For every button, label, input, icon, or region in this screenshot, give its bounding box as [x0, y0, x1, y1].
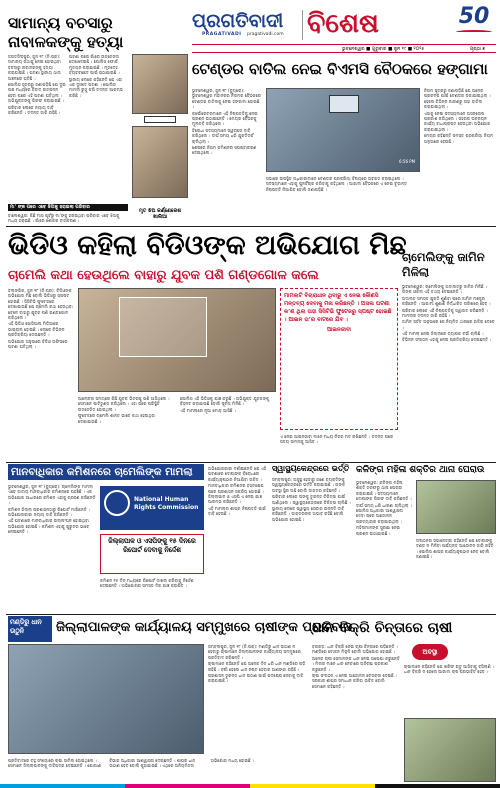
nhrc-story [8, 464, 204, 612]
website-text: pragativadi.com [247, 32, 284, 37]
mahila-col1: ଭୁବନେଶ୍ୱର: କଳିଙ୍ଗ ମହିଳା ଶକ୍ତି ତରଫରୁ ଥାନା ଘେରାଉ କରାଯାଇଛି । ସଦସ୍ୟମାନେ ଦୋଷୀଙ୍କ ଗିରଫ ଦାବି କରିଛନ୍ତି । ଦୀର୍ଘ ସମୟ ଧରି ଧାରଣା ଚାଲିଥିଲା । ପୋଲିସ ଅଧିକାରୀ ଆଶ୍ୱାସନା ଦେବା ପରେ ଆନ୍ଦୋଳନ ପ୍ରତ୍ୟାହାର କରାଯାଇଥିଲା । ମହିଳାମାନଙ୍କ ସୁରକ୍ଷା ନେଇ ପ୍ରଶ୍ନ ଉଠାଯାଇଛି । [356, 480, 412, 536]
color-bar [0, 784, 500, 788]
victim-photo-bottom [132, 126, 188, 198]
bmc-headline: ଟେଣ୍ଡର ବାତିଲ ନେଇ ବିଏମସି ବୈଠକରେ ହଙ୍ଗାମା [192, 60, 488, 78]
mahila-col2: ସଂଗଠନର ସଭାନେତ୍ରୀ କହିଛନ୍ତି ଯେ ଦୋଷୀଙ୍କୁ ଦଣ୍ଡ ନ ମିଳିବା ପର୍ଯ୍ୟନ୍ତ ଆନ୍ଦୋଳନ ଜାରି ରହିବ । ପୋଲିସ ଶୀଘ୍ର କାର୍ଯ୍ୟାନୁଷ୍ଠାନ ନେବ ବୋଲି ଜଣାଇଛି । [416, 538, 494, 560]
paddy-headline: ଧାନ ବିକ୍ରି ଚିନ୍ତାରେ ଚାଷୀ [312, 620, 453, 636]
nhrc-callout-text: ଜିଲ୍ଲାପାଳ ଓ ଏସପିଙ୍କୁ ୧୫ ଦିନରେ ରିପୋର୍ଟ ଦେବାକୁ ନିର୍ଦ୍ଦେଶ [108, 537, 196, 554]
paper-name: ପ୍ରଗତିବାଦୀ [192, 10, 284, 32]
left-subhead: ମା’ ଙ୍କ ପରେ ଏବେ ଝିଅକୁ ହରାଇଲା ପରିବାର [10, 205, 90, 210]
rule-3 [6, 614, 496, 615]
victim-caption: ମୃତ ଝିଅ କର୍ଣ୍ଣେରେଶ ଖାଲିଆ [139, 208, 181, 220]
office-photo-inset [119, 297, 207, 357]
left-story-col2: ଘଟଣା ପରେ ଗାଁରେ ଉତ୍ତେଜନା ଦେଖାଦେଇଛି । ପୋଲିସ ଫୋର୍ସ ମୁତୟନ କରାଯାଇଛି । ମୃତଦେହ ବ୍ୟବଚ୍ଛେଦ ପାଇଁ ପଠାଯାଇଛି । ସ୍ଥାନୀୟ ଲୋକେ କହିଛନ୍ତି ଯେ ଏହା ଏକ ଦୁଃଖଦ ଘଟଣା । ପୋଲିସ ମାମଲା ରୁଜୁ କରି ତଦନ୍ତ ଆରମ୍ଭ କରିଛି । [69, 54, 123, 98]
farmers-headline: ଜିଲ୍ଲାପାଳଙ୍କ କାର୍ଯ୍ୟାଳୟ ସମ୍ମୁଖରେ ଚାଷୀଙ୍କ ପ୍ରତିବାଦ [56, 620, 353, 635]
date-line: ଭୁବନେଶ୍ୱର ■ ଗୁରୁବାର ■ ଜୁନ ୧୯ ■ ୨୦୨୫ [342, 47, 425, 52]
victim-photo-top [132, 54, 188, 114]
bmc-story [192, 58, 496, 223]
nhrc-continue-col: ଅଭିଯୋଗକାରୀ ଦର୍ଶାଇଛନ୍ତି ଯେ ଏହି ଘଟଣାରେ ଦୋଷୀଙ୍କ ବିରୋଧରେ କାର୍ଯ୍ୟାନୁଷ୍ଠାନ ନିଆଯିବା ଉଚିତ । ମାନବାଧିକାର କମିଶନର ହସ୍ତକ୍ଷେପ ପରେ ପ୍ରଶାସନ ସକ୍ରିୟ ହୋଇଛି । ଜିଲ୍ଲାପାଳ ଓ ଏସପି ଏ ନେଇ ଯାଞ୍ଚ ଆରମ୍ଭ କରିଛନ୍ତି । ଏହି ମାମଲାର ଶୀଘ୍ର ନିଷ୍ପତ୍ତି ପାଇଁ ଦାବି ହେଉଛି । [208, 466, 267, 517]
left-story-col1: ଜଗତସିଂହପୁର, ଜୁନ ୧୮ (ନି.ପ୍ର): ସାମାନ୍ୟ କଥାକୁ ନେଇ ହୋଇଥିବା ବଚସାରୁ ନାବାଳକଙ୍କୁ ହତ୍ୟା କରାଯାଇଛି । ଘଟଣା ସ୍ଥାନୀୟ ଥାନା ଅଞ୍ଚଳରେ ଘଟିଛି । ପୋଲିସ ସୂତ୍ରରୁ ଜଣାପଡ଼ିଛି ଯେ ଦୁଇ ପକ୍ଷ ମଧ୍ୟରେ ବିବାଦ ଉତ୍ପନ୍ନ ହେବା ପରେ ଏହି ଘଟଣା ଘଟିଥିଲା । ଅଭିଯୁକ୍ତଙ୍କୁ ଗିରଫ କରାଯାଇଛି । ପରିବାର ଲୋକେ ନ୍ୟାୟ ଦାବି କରିଛନ୍ତି । ତଦନ୍ତ ଜାରି ରହିଛି । [8, 54, 66, 116]
anniversary-arc [456, 30, 492, 34]
quote-text: ମାମଲାଟି ବିଚାରାଧୀନ ଥିବାରୁ ଏ ନେଇ କୌଣସି ମନ୍ତବ୍ୟ ଦେବାକୁ ମନା କରିଛନ୍ତି । ଅସଲ ଘଟଣା କ’ଣ ଥିଲା ତାହା ସିସିଟିଭି ଫୁଟେଜରୁ ସ୍ପଷ୍ଟ ହୋଇଛି । ଆଇନ ତା’ର ବାଟରେ ଯିବ । [284, 293, 392, 323]
video-col2: ଆଲୋଚନା ସମୟରେ କିଛି ଯୁବକ ଭିତରକୁ ପଶି ଆସିଥିଲେ । ସେମାନେ ପାଟିତୁଣ୍ଡ କରିଥିଲେ । ଏହା ପରେ ପରିସ୍ଥିତି ଉତ୍ତେଜିତ ହୋଇଥିଲା । ଫୁଟେଜରେ ଚାମେଲି ଶାନ୍ତ ଭାବେ କଥା ହେଉଥିବା ଦେଖାଯାଉଛି । [78, 396, 170, 424]
paddy-col2: ଚାଷୀମାନେ କହିଛନ୍ତି ଯେ ଖରିଫ ଋତୁ ଆସିବାକୁ ବସିଲାଣି । ଧାନ ବିକ୍ରି ନ ହେଲେ ଆଗାମୀ ଚାଷ ପ୍ରଭାବିତ ହେବ । [404, 664, 495, 675]
mahila-photo [416, 480, 496, 534]
bmc-screen [329, 95, 359, 113]
date-bar [192, 44, 496, 53]
paddy-story [312, 616, 496, 784]
bmc-col3: ନିଗମ ସୂତ୍ରରୁ ଜଣାପଡ଼ିଛି ଯେ ଅନେକ ପ୍ରକଳ୍ପ ପାଇଁ ଟେଣ୍ଡର ଡକାଯାଇଥିଲା । ହେଲେ ବିଭିନ୍ନ କାରଣରୁ ତାହା ବାତିଲ କରାଯାଇଥିଲା । ଏହାକୁ ନେଇ ସଦସ୍ୟମାନେ ଅସନ୍ତୋଷ ପ୍ରକାଶ କରିଥିଲେ । ସହରର ଉନ୍ନୟନ କାର୍ଯ୍ୟ ବାଧାପ୍ରାପ୍ତ ହେଉଥିବା ଅଭିଯୋଗ କରାଯାଇଥିଲା । ମେୟର କହିଛନ୍ତି ସମସ୍ତ ପ୍ରକ୍ରିୟା ନିୟମ ଅନୁସାରେ ହେଉଛି । [424, 88, 494, 144]
bmc-col2: ସଭାରେ ଉପସ୍ଥିତ ଅଧିକାରୀମାନେ ଟେଣ୍ଡର ପ୍ରକ୍ରିୟା ବିଷୟରେ ଅବଗତ କରାଇଥିଲେ । ସଦସ୍ୟମାନେ ଏହାକୁ ପୁନର୍ବିଚାର କରିବାକୁ କହିଥିଲେ । ଆଗାମୀ ବୈଠକରେ ଏ ନେଇ ଚୂଡ଼ାନ୍ତ ନିଷ୍ପତ୍ତି ନିଆଯିବ ବୋଲି ଜଣାପଡ଼ିଛି । [266, 176, 408, 192]
video-subheadline: ଚାମେଲି କଥା ହେଉଥିଲେ ବାହାରୁ ଯୁବକ ପଶି ଗଣ୍ଡଗୋଳ କଲେ [8, 268, 319, 283]
quote-source: ଆଇନଜୀବୀ [326, 327, 352, 333]
photo-label-box [144, 116, 176, 123]
farmers-bottom-text: ପ୍ରତିବାଦରେ ବହୁ ସଂଖ୍ୟାରେ ଚାଷୀ ସାମିଲ ହୋଇଥିଲେ । ସେମାନେ ଜିଲ୍ଲାପାଳଙ୍କୁ ଦାବିପତ୍ର ଦେଇଛନ୍ତି । ଯୋଗାଣ ବିଭାଗ ଅଧିକାରୀ ଆଶ୍ୱାସନା ଦେଇଛନ୍ତି । ଶୀଘ୍ର ଧାନ ଉଠାଣ ହେବ ବୋଲି କୁହାଯାଇଛି । ଏଥିରେ ଅନିୟମିତତା ଅଭିଯୋଗ ମଧ୍ୟ ହୋଇଛି । [8, 758, 254, 769]
bmc-meeting-photo [266, 88, 420, 172]
bmc-col1: ଭୁବନେଶ୍ୱର, ଜୁନ ୧୮ (ବ୍ୟୁରୋ): ଭୁବନେଶ୍ୱର ମହାନଗର ନିଗମର ବୈଠକରେ ଟେଣ୍ଡର ବାତିଲକୁ ନେଇ ହଙ୍ଗାମା ହୋଇଛି । କର୍ପୋରେଟରମାନେ ଏହି ନିଷ୍ପତ୍ତିକୁ ନେଇ ପ୍ରଶ୍ନ ଉଠାଇଛନ୍ତି । ମେୟର ବୈଠକକୁ ମୁଲତବି କରିଥିଲେ । ବିରୋଧୀ ସଦସ୍ୟମାନେ ସ୍ୱଚ୍ଛତା ଦାବି କରିଥିଲେ । ଦୀର୍ଘ ସମୟ ଧରି ଯୁକ୍ତିତର୍କ ଚାଲିଥିଲା । ଶେଷରେ ନିଗମ କମିଶନର ସ୍ପଷ୍ଟୀକରଣ ଦେଇଥିଲେ । [192, 88, 261, 156]
rule-1 [6, 226, 496, 227]
masthead [192, 4, 496, 56]
office-photo [78, 288, 276, 392]
bail-headline: ଚାମେଲିଙ୍କୁ ଜାମିନ ମିଳିଲା [402, 250, 485, 279]
paddy-photo [404, 718, 496, 782]
mahila-story [356, 464, 496, 612]
quote-box [280, 288, 398, 430]
paddy-badge [412, 644, 448, 660]
left-subhead-bar [8, 204, 128, 211]
anniversary-number: 50 [458, 4, 490, 29]
nhrc-col1: ଭୁବନେଶ୍ୱର, ଜୁନ ୧୮ (ବ୍ୟୁରୋ): ଚାମେଲିଙ୍କ ମାମଲା ଏବେ ଜାତୀୟ ମାନବାଧିକାର କମିଶନରେ ପହଞ୍ଚିଛି । ଏକ ଅଭିଯୋଗ ଆଧାରରେ କମିଶନ ଏହାକୁ ଗ୍ରହଣ କରିଛନ୍ତି । କମିଶନ ଜିଲ୍ଲା ପ୍ରଶାସନଠାରୁ ରିପୋର୍ଟ ମାଗିଛନ୍ତି । ଅଭିଯୋଗକାରୀ ନ୍ୟାୟ ଦାବି କରିଛନ୍ତି । ଏହି ଘଟଣାରେ ମାନବାଧିକାର ଉଲ୍ଲଂଘନ ହୋଇଥିବା ଅଭିଯୋଗ ହୋଇଛି । କମିଶନ ଏହାକୁ ଗୁରୁତର ଭାବେ ନେଇଛନ୍ତି । [8, 484, 96, 535]
masthead-divider [302, 10, 303, 40]
section-title: ବିଶେଷ [307, 8, 379, 39]
bail-text: ଭୁବନେଶ୍ୱର: ଚାମେଲିଙ୍କୁ ଅଦାଲତରୁ ଜାମିନ ମିଳିଛି । ତାଙ୍କ ଓକିଲ ଏହି ତଥ୍ୟ ଦେଇଛନ୍ତି । ଅଦାଲତ ସମସ୍ତ ଯୁକ୍ତି ଶୁଣିବା ପରେ ଜାମିନ ମଞ୍ଜୁର କରିଛନ୍ତି । ଆଗାମୀ ଶୁଣାଣି ନିର୍ଦ୍ଧାରିତ ତାରିଖରେ ହେବ । ପରିବାର ଲୋକେ ଏହି ନିଷ୍ପତ୍ତିକୁ ସ୍ୱାଗତ କରିଛନ୍ତି । ମାମଲାର ତଦନ୍ତ ଜାରି ରହିଛି । ଜାମିନ ସର୍ତ୍ତ ଅନୁସାରେ ସେ ନିୟମିତ ଥାନାରେ ହାଜିରା ଦେବେ । ଏହି ମାମଲା ନେଇ ଜିଲ୍ଲାରେ ବ୍ୟାପକ ଚର୍ଚ୍ଚା ଚାଲିଛି । ବିଭିନ୍ନ ସଂଗଠନ ଏହାକୁ ନେଇ ପ୍ରତିକ୍ରିୟା ଦେଇଛନ୍ତି । [402, 284, 495, 342]
paper-name-en: PRAGATIVADI [202, 32, 242, 37]
nhrc-logo [100, 486, 204, 530]
logo-block [192, 10, 297, 40]
nhrc-headline-bar [8, 464, 204, 480]
nhrc-emblem-icon [104, 490, 130, 516]
farmers-side-label-text: ମଣ୍ଡିରୁ ଧାନ ଉଠୁନି [10, 618, 42, 635]
page-label: ପୃଷ୍ଠା ୭ [470, 47, 486, 52]
nhrc-logo-text-2: Rights Commission [134, 504, 199, 511]
video-col3: ପୋଲିସ ଏହି ଭିଡିଓକୁ ଯାଞ୍ଚ କରୁଛି । ଅଭିଯୁକ୍ତ ଯୁବକଙ୍କୁ ଚିହ୍ନଟ କରାଯାଉଛି ବୋଲି ସୂଚନା ମିଳିଛି । ଏହି ମାମଲାରେ ନୂଆ ମୋଡ଼ ଆସିଛି । [180, 396, 270, 413]
health-text: ସମ୍ବଲପୁର: ଅସୁସ୍ଥ ହେବାରୁ ଜଣେ ବ୍ୟକ୍ତିଙ୍କୁ ସ୍ୱାସ୍ଥ୍ୟକେନ୍ଦ୍ରରେ ଭର୍ତ୍ତି କରାଯାଇଛି । ତାଙ୍କ ଅବସ୍ଥା ସ୍ଥିର ଅଛି ବୋଲି ଡାକ୍ତର କହିଛନ୍ତି । ପରିବାର ଲୋକେ ତାଙ୍କୁ ତୁରନ୍ତ ଚିକିତ୍ସା ପାଇଁ ଆଣିଥିଲେ । ସ୍ୱାସ୍ଥ୍ୟକେନ୍ଦ୍ରରେ ଚିକିତ୍ସା ଚାଲିଛି । ସ୍ଥାନୀୟ ଲୋକେ ସ୍ୱାସ୍ଥ୍ୟ ସେବାର ଉନ୍ନତି ଦାବି କରିଛନ୍ତି । ଡାକ୍ତରଙ୍କ ଅଭାବ ରହିଛି ବୋଲି ଅଭିଯୋଗ ହୋଇଛି । [272, 477, 351, 522]
nhrc-callout [100, 534, 204, 574]
paddy-badge-text: ଅବସ୍ଥା [422, 648, 438, 656]
nhrc-col2: କମିଶନ ୧୫ ଦିନ ମଧ୍ୟରେ ରିପୋର୍ଟ ଦାଖଲ କରିବାକୁ ନିର୍ଦ୍ଦେଶ ଦେଇଛନ୍ତି । ଅଭିଯୋଗର ସମସ୍ତ ଦିଗ ଯାଞ୍ଚ କରାଯିବ । [100, 578, 194, 589]
rule-2 [6, 462, 496, 463]
mahila-headline: କଳିଙ୍ଗ ମହିଳା ଶକ୍ତିର ଥାନା ଘେରାଉ [356, 465, 485, 475]
left-headline: ସାମାନ୍ୟ ବଚସାରୁ ନାବାଳକଙ୍କୁ ହତ୍ୟା [8, 14, 124, 51]
farmers-protest-photo [8, 644, 204, 754]
nhrc-headline: ମାନବାଧିକାର କମିଶନରେ ଚାମେଲିଙ୍କ ମାମଲା [11, 466, 193, 478]
left-subhead-text: ବାଲେଶ୍ୱର: କିଛି ମାସ ପୂର୍ବରୁ ମା’ଙ୍କୁ ହରାଇଥିବା ପରିବାର ଏବେ ଝିଅକୁ ମଧ୍ୟ ହରାଇଛି । ଗାଁରେ ଶୋକର ବାତାବରଣ । [8, 213, 120, 224]
nhrc-logo-text-1: National Human [134, 496, 189, 503]
bail-side-box [402, 250, 496, 460]
left-top-story [8, 14, 188, 239]
health-story [272, 464, 352, 612]
paddy-col1: ବରଗଡ଼: ଧାନ ବିକ୍ରି ନେଇ ଚାଷୀ ଚିନ୍ତାରେ ପଡ଼ିଛନ୍ତି । ମଣ୍ଡିରେ ଟୋକନ ମିଳୁନି ବୋଲି ଅଭିଯୋଗ ହୋଇଛି । ଅନେକ ଚାଷୀ ସେମାନଙ୍କ ଧାନ ନେଇ ଅପେକ୍ଷା କରୁଛନ୍ତି । ମିଲର ମାନେ ଧାନ ନେବାରେ ଅନିଚ୍ଛା ପ୍ରକାଶ କରୁଛନ୍ତି । ଚାଷୀ ସଂଗଠନ ଏ ନେଇ ଆନ୍ଦୋଳନ ଚେତାବନୀ ଦେଇଛି । ସରକାର ଶୀଘ୍ର ସମାଧାନ କରିବା ଉଚିତ ବୋଲି ସେମାନେ କହିଛନ୍ତି । [312, 644, 400, 689]
anniversary-badge [454, 4, 494, 42]
health-headline: ସ୍ୱାସ୍ଥ୍ୟକେନ୍ଦ୍ରରେ ଭର୍ତ୍ତି [272, 464, 350, 473]
farmers-story [8, 616, 353, 784]
video-headline: ଭିଡିଓ କହିଲା ବିଡିଓଙ୍କ ଅଭିଯୋଗ ମିଛ [8, 230, 407, 261]
farmers-col1: ସମ୍ବଲପୁର, ଜୁନ ୧୮ (ନି.ପ୍ର): ମଣ୍ଡିରୁ ଧାନ ଉଠାଣ ନ ହେବାରୁ ଚାଷୀମାନେ ଜିଲ୍ଲାପାଳଙ୍କ କାର୍ଯ୍ୟାଳୟ ସମ୍ମୁଖରେ ପ୍ରତିବାଦ କରିଛନ୍ତି । ଚାଷୀମାନେ କହିଛନ୍ତି ଯେ ଅନେକ ଦିନ ଧରି ଧାନ ମଣ୍ଡିରେ ପଡ଼ି ରହିଛି । ବର୍ଷା ହେଲେ ଧାନ ନଷ୍ଟ ହେବାର ଆଶଙ୍କା ରହିଛି । ପ୍ରଶାସନ ତୁରନ୍ତ ଧାନ ଉଠାଣ ପାଇଁ ପଦକ୍ଷେପ ନେବାକୁ ଦାବି କରାଯାଇଛି । [208, 644, 306, 684]
farmers-side-label [8, 616, 52, 642]
video-col4: ଏ ନେଇ ଆଇନଜୀବୀ ମାନେ ମଧ୍ୟ ନିଜର ମତ ରଖିଛନ୍ତି । ତଦନ୍ତ ପରେ ସତ୍ୟ ସାମ୍ନାକୁ ଆସିବ । [280, 434, 394, 445]
video-col1: ବଲାଙ୍ଗିର, ଜୁନ ୧୮ (ନି.ପ୍ର): ବିଡିଓଙ୍କ ଅଭିଯୋଗ ମିଛ ବୋଲି ଭିଡିଓରୁ ସ୍ପଷ୍ଟ ହୋଇଛି । ସିସିଟିଭି ଫୁଟେଜରେ ଦେଖାଯାଉଛି ଯେ ଚାମେଲି କଥା ହେଉଥିବା ବେଳେ ବାହାରୁ ଯୁବକ ପଶି ଗଣ୍ଡଗୋଳ କରିଥିଲେ । ଏହି ଭିଡିଓ ସୋସିଆଲ ମିଡିଆରେ ଭାଇରାଲ ହୋଇଛି । ଲୋକେ ବିଭିନ୍ନ ପ୍ରତିକ୍ରିୟା ଦେଉଛନ୍ତି । ଅଭିଯୋଗ ଅନୁସାରେ ବିଡିଓ ଅଫିସରେ ଘଟଣା ଘଟିଥିଲା । [8, 288, 73, 350]
video-story [8, 228, 496, 460]
bmc-screen-time: 6:56 PM [399, 159, 416, 164]
